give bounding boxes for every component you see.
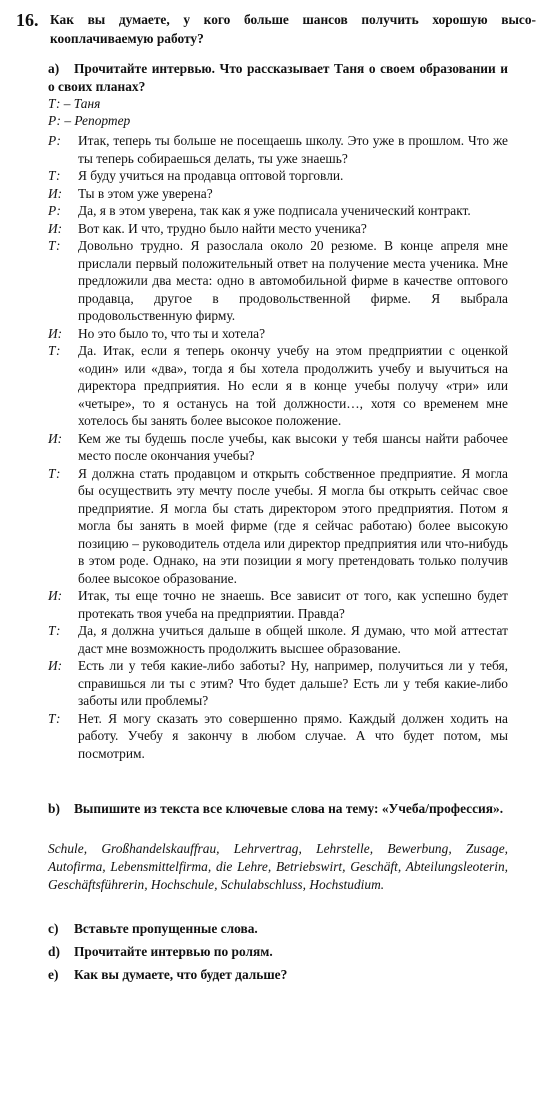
line-text: Я буду учиться на продавца оптовой торговли. [78, 168, 344, 183]
part-e [48, 966, 508, 984]
line-text: Нет. Я могу сказать это совершенно прямо. Каждый должен ходить на работу. Учебу я закончу в любом случае. А что будет потом, мы посмотрим. [78, 710, 508, 761]
dialogue-line [48, 657, 508, 710]
part-d [48, 943, 508, 961]
line-text: Кем же ты будешь после учебы, как высоки у тебя шансы найти рабочее место после окончания учебы? [78, 430, 508, 463]
interview-dialogue [48, 132, 508, 762]
part-c [48, 920, 508, 938]
part-b [48, 800, 508, 818]
task-header [16, 10, 536, 48]
speaker-label: И: [48, 325, 63, 341]
speaker-label: Т: [48, 623, 61, 638]
part-a [48, 60, 508, 96]
line-text: Ты в этом уже уверена? [78, 185, 213, 201]
speaker-label: Т: [48, 343, 61, 358]
task-number: 16. [16, 10, 39, 30]
dialogue-line [48, 710, 508, 763]
part-d-label: d) [48, 944, 60, 959]
speaker-label: И: [48, 588, 63, 603]
dialogue-line [48, 185, 508, 203]
dialogue-line [48, 237, 508, 325]
part-b-label: b) [48, 801, 60, 816]
dialogue-line [48, 342, 508, 430]
dialogue-line [48, 622, 508, 657]
part-d-text: Прочитайте интервью по ролям. [74, 944, 273, 959]
speaker-label: Р: [48, 133, 61, 148]
role-tanya: Т: – Таня [48, 96, 101, 111]
line-text: Вот как. И что, трудно было найти место ученика? [78, 220, 367, 236]
line-text: Я должна стать продавцом и открыть собственное предприятие. Я могла бы осуществить эту мечту после учебы. Я могла бы открыть сейчас свое предприятие. Я могла бы стать директором этого предприятия. Потом я могла бы занять в моей фирме (где я сейчас работаю) более высокую позицию – руководитель отдела или директор предприятия или что-нибудь в этом роде. Однако, на эти позиции я могу претендовать только получив более высокое образование. [78, 465, 508, 586]
part-a-text: Прочитайте интервью. Что рассказывает Таня о своем образовании и о своих планах? [48, 61, 508, 94]
dialogue-line [48, 132, 508, 167]
speaker-label: Т: [48, 465, 61, 481]
part-a-label: a) [48, 61, 60, 76]
line-text: Итак, теперь ты больше не посещаешь школу. Это уже в прошлом. Что же ты теперь собираешься делать, ты уже знаешь? [78, 133, 508, 166]
dialogue-line [48, 167, 508, 185]
part-e-text: Как вы думаете, что будет дальше? [74, 967, 288, 982]
part-c-label: c) [48, 921, 59, 936]
dialogue-line [48, 325, 508, 343]
speaker-label: И: [48, 220, 63, 236]
part-c-text: Вставьте пропущенные слова. [74, 921, 258, 936]
speaker-label: И: [48, 185, 63, 201]
part-b-text: Выпишите из текста все ключевые слова на тему: «Учеба/профессия». [74, 801, 504, 816]
dialogue-line [48, 202, 508, 220]
line-text: Да. Итак, если я теперь окончу учебу на этом предприятии с оценкой «один» или «два», тогда я бы хотела продолжить учебу и выучиться на директора предприятия. Но если я в конце учебы получу «три» или «четыре», то я останусь на той должности…, хотя со временем мне хотелось бы занять более высокое положение. [78, 343, 508, 428]
speaker-label: И: [48, 430, 63, 446]
line-text: Есть ли у тебя какие-либо заботы? Ну, например, получиться ли у тебя, справишься ли ты с этим? Что будет дальше? Есть ли у тебя какие-либо заботы или проблемы? [78, 658, 508, 708]
speaker-label: Т: [48, 710, 61, 726]
dialogue-line [48, 220, 508, 238]
line-text: Но это было то, что ты и хотела? [78, 325, 266, 341]
keywords-list: Schule, Großhandelskauffrau, Lehrvertrag, Lehrstelle, Bewerbung, Zusage, Autofirma, Lebensmittelfirma, die Lehre, Betriebswirt, Geschäft, Abteilungsleoterin, Geschäftsführerin, Hochschule, Schulabschluss, Hochstudium. [48, 841, 508, 892]
speaker-label: Т: [48, 238, 61, 253]
role-reporter: Р: – Репортер [48, 113, 131, 128]
speaker-label: Т: [48, 168, 61, 183]
part-e-label: e) [48, 967, 59, 982]
roles-list [48, 95, 130, 129]
line-text: Довольно трудно. Я разослала около 20 резюме. В конце апреля мне прислали первый положительный ответ на получение места ученика. Мне предложили два места: одно в автомобильной фирме в качестве оптового продавца, другое в продовольственной фирме. Я выбрала продовольственную фирму. [78, 238, 508, 323]
line-text: Итак, ты еще точно не знаешь. Все зависит от того, как успешно будет протекать твоя учеба на предприятии. Правда? [78, 588, 508, 621]
speaker-label: Р: [48, 203, 61, 218]
line-text: Да, я в этом уверена, так как я уже подписала ученический контракт. [78, 203, 471, 218]
dialogue-line [48, 465, 508, 588]
line-text: Да, я должна учиться дальше в общей школе. Я думаю, что мой аттестат даст мне возможность продолжить высшее образование. [78, 623, 508, 656]
dialogue-line [48, 587, 508, 622]
speaker-label: И: [48, 658, 63, 673]
dialogue-line [48, 430, 508, 465]
task-question: Как вы думаете, у кого больше шансов получить хорошую высо-кооплачиваемую работу? [50, 12, 536, 46]
